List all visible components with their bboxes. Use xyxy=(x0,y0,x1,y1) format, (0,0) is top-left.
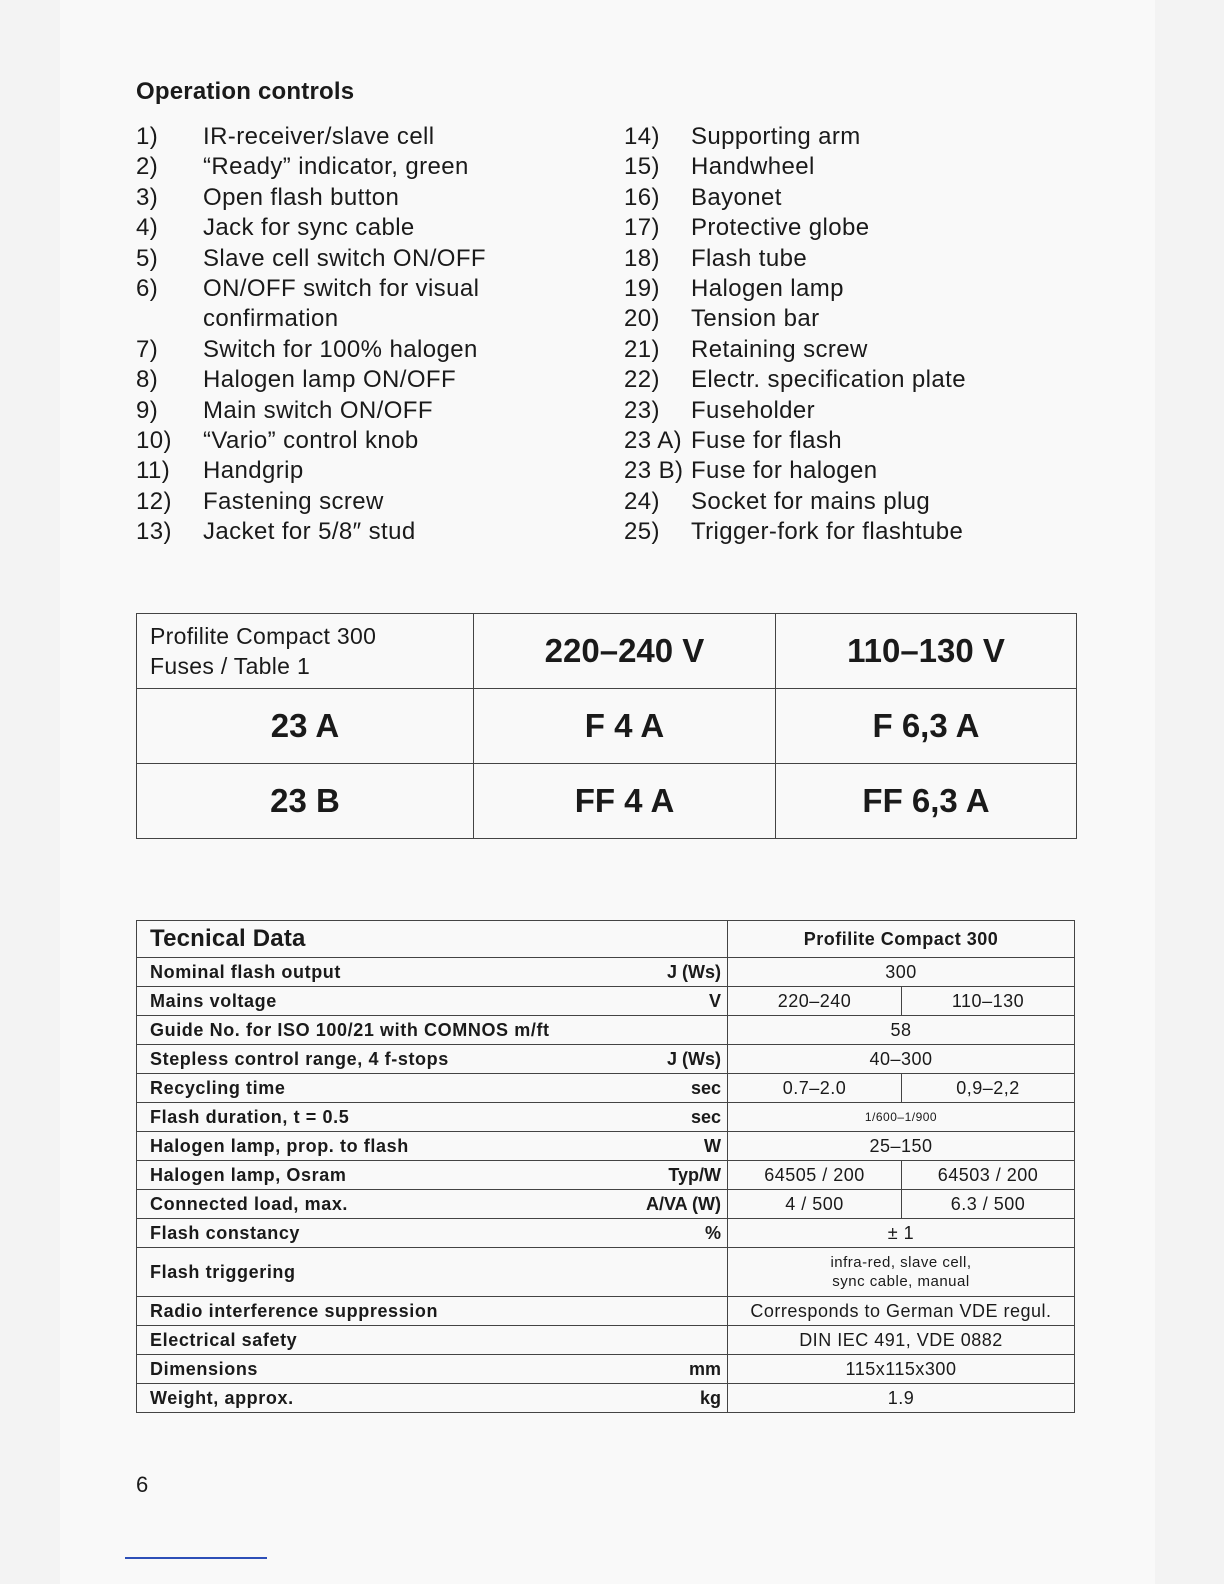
list-item: 12) Fastening screw xyxy=(136,487,384,515)
row-unit: Typ/W xyxy=(617,1161,728,1190)
technical-data-table xyxy=(136,920,1075,1413)
column-header: 220–240 V xyxy=(474,614,776,689)
table-cell: 115x115x300 xyxy=(728,1355,1075,1384)
row-unit: mm xyxy=(617,1355,728,1384)
table-row xyxy=(137,1355,1075,1384)
row-unit: sec xyxy=(617,1074,728,1103)
table-row xyxy=(137,1190,1075,1219)
table-row xyxy=(137,1248,1075,1297)
list-item: 1) IR-receiver/slave cell xyxy=(136,123,435,150)
table-row xyxy=(137,1045,1075,1074)
row-label: Recycling time xyxy=(137,1074,617,1103)
list-item: 4) Jack for sync cable xyxy=(136,214,415,242)
row-unit: sec xyxy=(617,1103,728,1132)
table-cell: ± 1 xyxy=(728,1219,1075,1248)
list-item: 24) Socket for mains plug xyxy=(624,487,931,515)
row-label: Connected load, max. xyxy=(137,1190,617,1219)
controls-list-right xyxy=(624,122,1064,548)
table-cell: F 4 A xyxy=(474,689,776,764)
row-label: Electrical safety xyxy=(137,1326,728,1355)
table-cell: 64505 / 200 xyxy=(728,1161,902,1190)
table-row xyxy=(137,1297,1075,1326)
table-row xyxy=(137,987,1075,1016)
blue-underline xyxy=(125,1557,267,1559)
row-unit: A/VA (W) xyxy=(617,1190,728,1219)
list-item: 21) Retaining screw xyxy=(624,335,868,363)
list-item: 7) Switch for 100% halogen xyxy=(136,335,478,363)
table-row xyxy=(137,1384,1075,1413)
table-cell: F 6,3 A xyxy=(776,689,1077,764)
list-item: 14) Supporting arm xyxy=(624,123,861,150)
table-title: Tecnical Data xyxy=(137,921,617,958)
list-item: 6) ON/OFF switch for visual xyxy=(136,275,480,303)
table-cell: 300 xyxy=(728,958,1075,987)
list-item: 23 B) Fuse for halogen xyxy=(624,457,878,485)
list-item: 17) Protective globe xyxy=(624,214,870,242)
row-label: Flash duration, t = 0.5 xyxy=(137,1103,617,1132)
table-row xyxy=(137,1326,1075,1355)
table-cell: infra-red, slave cell, sync cable, manual xyxy=(728,1248,1075,1297)
list-item: 2) “Ready” indicator, green xyxy=(136,153,469,181)
table-row xyxy=(137,1132,1075,1161)
row-label: Halogen lamp, Osram xyxy=(137,1161,617,1190)
list-item: 19) Halogen lamp xyxy=(624,275,844,303)
row-label: Guide No. for ISO 100/21 with COMNOS m/ft xyxy=(137,1016,728,1045)
table-row xyxy=(137,921,1075,958)
table-cell: 6.3 / 500 xyxy=(902,1190,1075,1219)
table-row xyxy=(137,614,1077,689)
row-unit: W xyxy=(617,1132,728,1161)
row-unit: J (Ws) xyxy=(617,1045,728,1074)
table-cell: 64503 / 200 xyxy=(902,1161,1075,1190)
table-row xyxy=(137,764,1077,839)
list-item: 23) Fuseholder xyxy=(624,396,816,424)
list-item: 3) Open flash button xyxy=(136,183,400,211)
list-item: 20) Tension bar xyxy=(624,305,820,333)
table-cell: 40–300 xyxy=(728,1045,1075,1074)
row-unit: J (Ws) xyxy=(617,958,728,987)
table-row xyxy=(137,1074,1075,1103)
row-label: Mains voltage xyxy=(137,987,617,1016)
fuse-table xyxy=(136,613,1077,839)
table-cell: 25–150 xyxy=(728,1132,1075,1161)
table-cell: FF 6,3 A xyxy=(776,764,1077,839)
row-label: Stepless control range, 4 f-stops xyxy=(137,1045,617,1074)
table-cell: 4 / 500 xyxy=(728,1190,902,1219)
row-label: Flash triggering xyxy=(137,1248,617,1297)
row-label: Weight, approx. xyxy=(137,1384,617,1413)
table-row xyxy=(137,1219,1075,1248)
list-item: confirmation xyxy=(203,305,339,333)
list-item: 5) Slave cell switch ON/OFF xyxy=(136,244,486,272)
list-item: 22) Electr. specification plate xyxy=(624,366,966,394)
table-cell: 58 xyxy=(728,1016,1075,1045)
table-cell: 110–130 xyxy=(902,987,1075,1016)
row-unit: % xyxy=(617,1219,728,1248)
list-item: 15) Handwheel xyxy=(624,153,815,181)
page-number: 6 xyxy=(136,1472,149,1497)
column-header: 110–130 V xyxy=(776,614,1077,689)
row-label: Dimensions xyxy=(137,1355,617,1384)
table-row xyxy=(137,1016,1075,1045)
table-row xyxy=(137,958,1075,987)
section-heading: Operation controls xyxy=(136,78,355,105)
row-unit: V xyxy=(617,987,728,1016)
table-cell: FF 4 A xyxy=(474,764,776,839)
controls-list-left xyxy=(136,122,576,548)
column-header: Profilite Compact 300 xyxy=(728,921,1075,958)
table-row xyxy=(137,1103,1075,1132)
table-cell: DIN IEC 491, VDE 0882 xyxy=(728,1326,1075,1355)
table-cell: 1.9 xyxy=(728,1384,1075,1413)
row-label: Nominal flash output xyxy=(137,958,617,987)
row-label: Halogen lamp, prop. to flash xyxy=(137,1132,617,1161)
table-cell: Corresponds to German VDE regul. xyxy=(728,1297,1075,1326)
table-cell: 1/600–1/900 xyxy=(728,1103,1075,1132)
row-label: Radio interference suppression xyxy=(137,1297,728,1326)
list-item: 8) Halogen lamp ON/OFF xyxy=(136,366,457,394)
row-label: 23 A xyxy=(137,689,474,764)
fuse-table-caption: Profilite Compact 300 Fuses / Table 1 xyxy=(137,614,474,689)
list-item: 23 A) Fuse for flash xyxy=(624,427,842,455)
table-row xyxy=(137,689,1077,764)
list-item: 10) “Vario” control knob xyxy=(136,427,419,455)
row-label: 23 B xyxy=(137,764,474,839)
list-item: 13) Jacket for 5/8″ stud xyxy=(136,518,416,546)
list-item: 11) Handgrip xyxy=(136,457,304,485)
table-cell: 220–240 xyxy=(728,987,902,1016)
table-cell: 0.7–2.0 xyxy=(728,1074,902,1103)
list-item: 25) Trigger-fork for flashtube xyxy=(624,518,964,546)
list-item: 9) Main switch ON/OFF xyxy=(136,396,433,424)
table-row xyxy=(137,1161,1075,1190)
table-cell: 0,9–2,2 xyxy=(902,1074,1075,1103)
list-item: 18) Flash tube xyxy=(624,244,808,272)
row-label: Flash constancy xyxy=(137,1219,617,1248)
list-item: 16) Bayonet xyxy=(624,183,782,211)
row-unit: kg xyxy=(617,1384,728,1413)
